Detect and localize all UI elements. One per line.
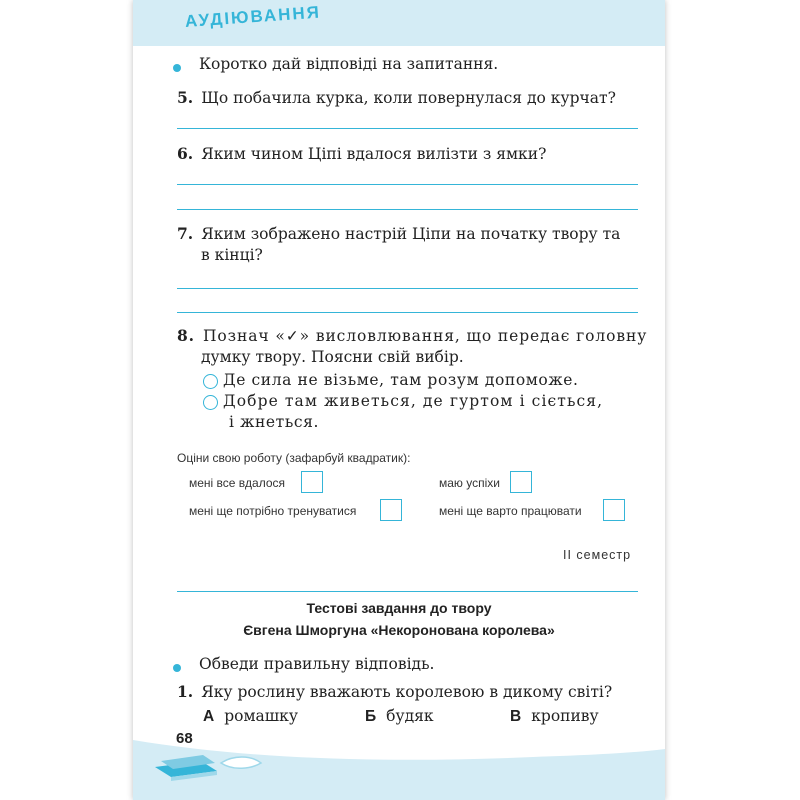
question-7 <box>177 224 620 243</box>
test-question-1 <box>177 682 612 701</box>
self-eval-checkbox[interactable] <box>603 499 625 521</box>
workbook-page <box>133 0 665 800</box>
instruction-text: Коротко дай відповіді на запитання. <box>199 55 499 73</box>
test-instruction: Обведи правильну відповідь. <box>199 655 435 673</box>
answer-letter: Б <box>365 708 377 725</box>
self-eval-checkbox[interactable] <box>380 499 402 521</box>
test-title: Тестові завдання до твору <box>306 600 492 616</box>
option-radio[interactable] <box>203 395 218 410</box>
self-eval-label: мені все вдалося <box>189 476 286 490</box>
answer-letter: В <box>510 708 522 725</box>
section-title: АУДІЮВАННЯ <box>184 2 322 31</box>
question-number: 1. <box>177 682 194 701</box>
question-text: Яку рослину вважають королевою в дикому світі? <box>201 683 613 701</box>
self-eval-checkbox[interactable] <box>510 471 532 493</box>
question-number: 8. <box>177 326 195 345</box>
question-number: 6. <box>177 144 194 163</box>
bottom-wave-decoration <box>133 715 665 800</box>
answer-line[interactable] <box>177 209 638 210</box>
answer-line[interactable] <box>177 128 638 129</box>
answer-text: кропиву <box>531 707 599 725</box>
answer-text: ромашку <box>224 707 298 725</box>
question-8 <box>177 326 647 345</box>
question-text: Познач «✓» висловлювання, що передає головну <box>202 327 648 345</box>
question-number: 7. <box>177 224 194 243</box>
question-5 <box>177 88 616 107</box>
semester-label: II семестр <box>563 548 632 562</box>
test-subtitle: Євгена Шморгуна «Некоронована королева» <box>243 622 555 638</box>
self-eval-checkbox[interactable] <box>301 471 323 493</box>
question-number: 5. <box>177 88 194 107</box>
bullet-icon <box>173 64 181 72</box>
option-text: Добре там живеться, де гуртом і сіється, <box>223 392 604 410</box>
question-text: Яким чином Ціпі вдалося вилізти з ямки? <box>201 145 547 163</box>
self-eval-label: маю успіхи <box>439 476 500 490</box>
question-text: Що побачила курка, коли повернулася до курчат? <box>201 89 616 107</box>
answer-line[interactable] <box>177 312 638 313</box>
question-7-cont: в кінці? <box>201 246 263 264</box>
answer-text: будяк <box>386 707 434 725</box>
bullet-icon <box>173 664 181 672</box>
option-text: Де сила не візьме, там розум допоможе. <box>223 371 579 389</box>
option-text-cont: і жнеться. <box>229 413 320 431</box>
answer-line[interactable] <box>177 184 638 185</box>
option-radio[interactable] <box>203 374 218 389</box>
page-number: 68 <box>176 730 193 747</box>
answer-letter: А <box>203 708 215 725</box>
divider <box>177 591 638 592</box>
self-eval-label: мені ще варто працювати <box>439 504 582 518</box>
question-6 <box>177 144 546 163</box>
question-8-cont: думку твору. Поясни свій вибір. <box>201 348 464 366</box>
self-eval-label: мені ще потрібно тренуватися <box>189 504 357 518</box>
question-text: Яким зображено настрій Ціпи на початку твору та <box>201 225 621 243</box>
self-eval-title: Оціни свою роботу (зафарбуй квадратик): <box>177 451 411 465</box>
answer-line[interactable] <box>177 288 638 289</box>
